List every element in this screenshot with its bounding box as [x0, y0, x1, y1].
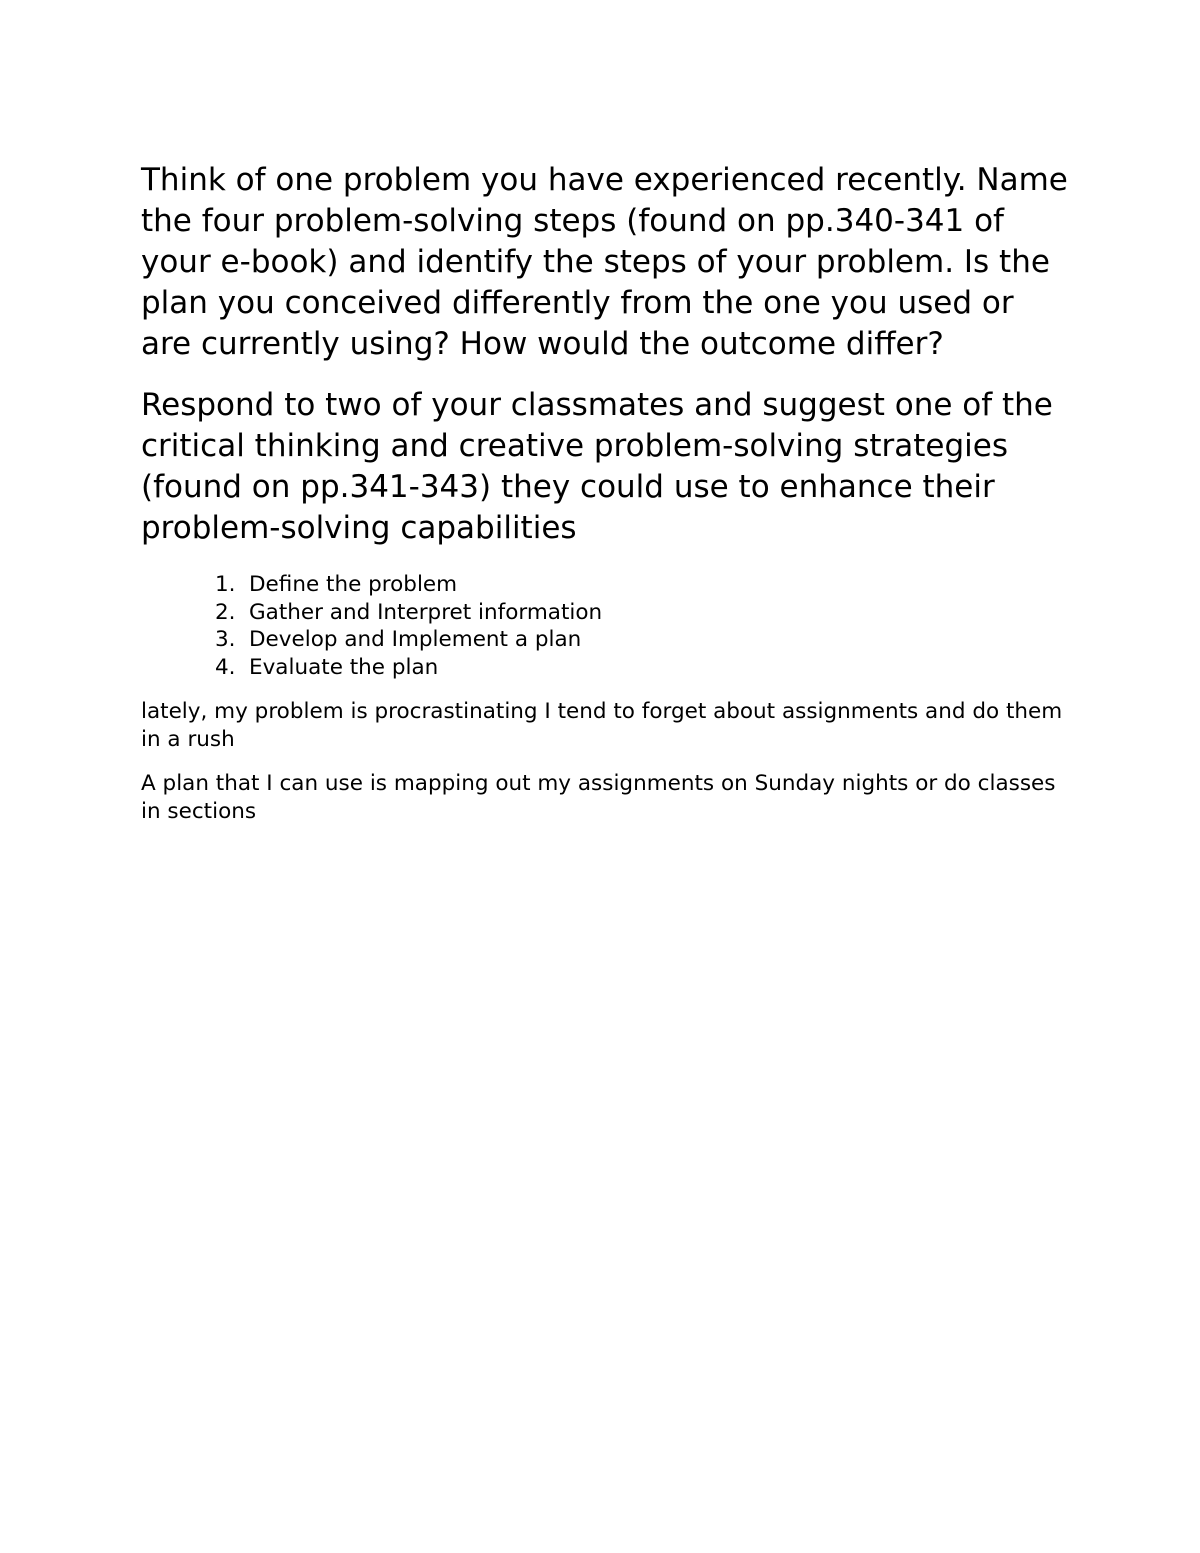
list-item [215, 626, 1071, 654]
list-item-text: Evaluate the plan [249, 654, 439, 680]
plan-description: A plan that I can use is mapping out my assignments on Sunday nights or do classes in sections [141, 771, 1056, 824]
list-item [215, 599, 1071, 627]
problem-description: lately, my problem is procrastinating I tend to forget about assignments and do them in a rush [141, 699, 1063, 752]
assignment-prompt: Think of one problem you have experienced recently. Name the four problem-solving steps (found on pp.340-341 of your e-book) and identify the steps of your problem. Is the plan you conceived differently from the one you used or are currently using? How would the outcome differ? [141, 162, 1068, 362]
list-item-text: Develop and Implement a plan [249, 627, 582, 652]
list-item [215, 571, 1071, 599]
list-number: 3. [215, 627, 236, 652]
response-instructions: Respond to two of your classmates and suggest one of the critical thinking and creative problem-solving strategies (found on pp.341-343) they could use to enhance their problem-solving capabilities [141, 387, 1053, 546]
list-number: 4. [215, 654, 236, 680]
list-item-text: Define the problem [249, 572, 458, 597]
list-number: 2. [215, 599, 236, 625]
problem-solving-steps-list [141, 571, 1071, 681]
list-item-text: Gather and Interpret information [249, 599, 603, 625]
list-item [215, 654, 1071, 682]
document-page [141, 160, 1071, 825]
list-number: 1. [215, 572, 236, 597]
